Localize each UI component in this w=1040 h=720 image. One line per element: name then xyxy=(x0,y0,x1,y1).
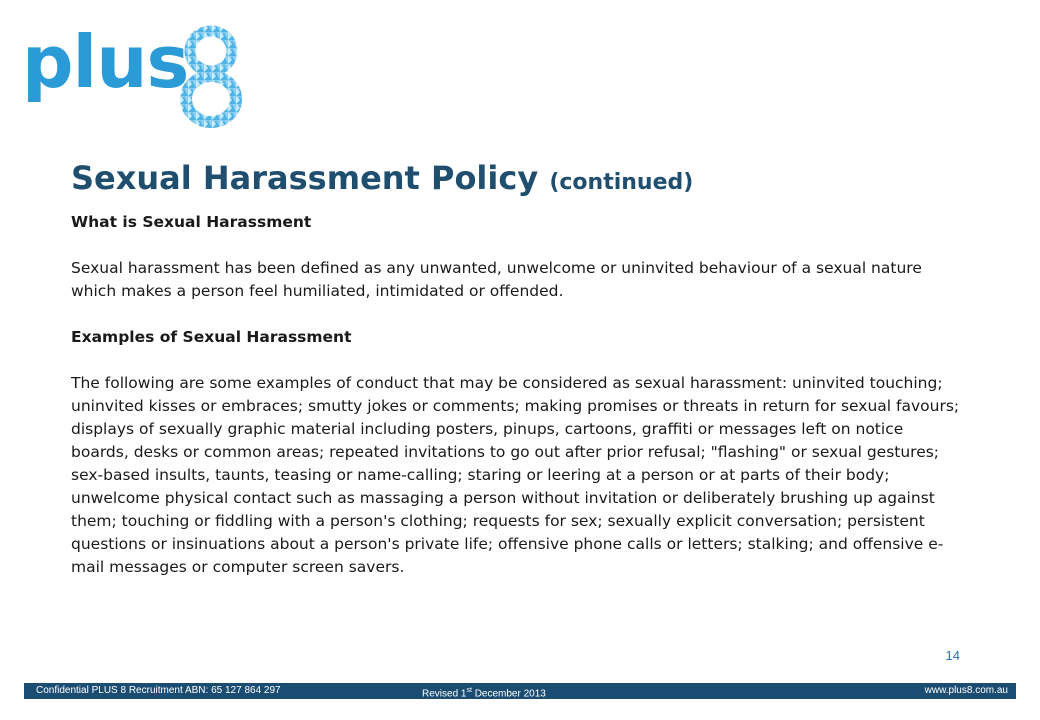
title-sub: (continued) xyxy=(549,170,694,195)
footer-revised-date: Revised 1st December 2013 xyxy=(422,687,546,700)
section-body-examples: The following are some examples of conduct that may be considered as sexual harassment: uninvited touching; uninvited kisses or embraces; smutty jokes or comments; making promises or threats in return for sexual favours; displays of sexually graphic material including posters, pinups, cartoons, graffiti or messages left on notice boards, desks or common areas; repeated invitations to go out after prior refusal; "flashing" or sexual gestures; sex-based insults, taunts, teasing or name-calling; staring or leering at a person or at parts of their body; unwelcome physical contact such as massaging a person without invitation or deliberately brushing up against them; touching or fiddling with a person's clothing; requests for sex; sexually explicit conversation; persistent questions or insinuations about a person's private life; offensive phone calls or letters; stalking; and offensive e-mail messages or computer screen savers. xyxy=(71,374,960,576)
footer-bar xyxy=(24,683,1016,699)
policy-content xyxy=(71,211,961,579)
section-heading-examples: Examples of Sexual Harassment xyxy=(71,328,352,346)
title-main: Sexual Harassment Policy xyxy=(71,159,539,197)
page-title xyxy=(71,156,693,205)
logo-eight-icon xyxy=(180,24,242,128)
logo-text: plus xyxy=(22,20,189,104)
footer-website-link[interactable]: www.plus8.com.au xyxy=(924,685,1008,696)
page-number: 14 xyxy=(945,648,960,663)
section-heading-what: What is Sexual Harassment xyxy=(71,213,312,231)
footer-company-info: Confidential PLUS 8 Recruitment ABN: 65 127 864 297 xyxy=(36,685,281,696)
plus8-logo xyxy=(22,22,242,112)
section-body-what: Sexual harassment has been defined as any unwanted, unwelcome or uninvited behaviour of a sexual nature which makes a person feel humiliated, intimidated or offended. xyxy=(71,259,922,300)
